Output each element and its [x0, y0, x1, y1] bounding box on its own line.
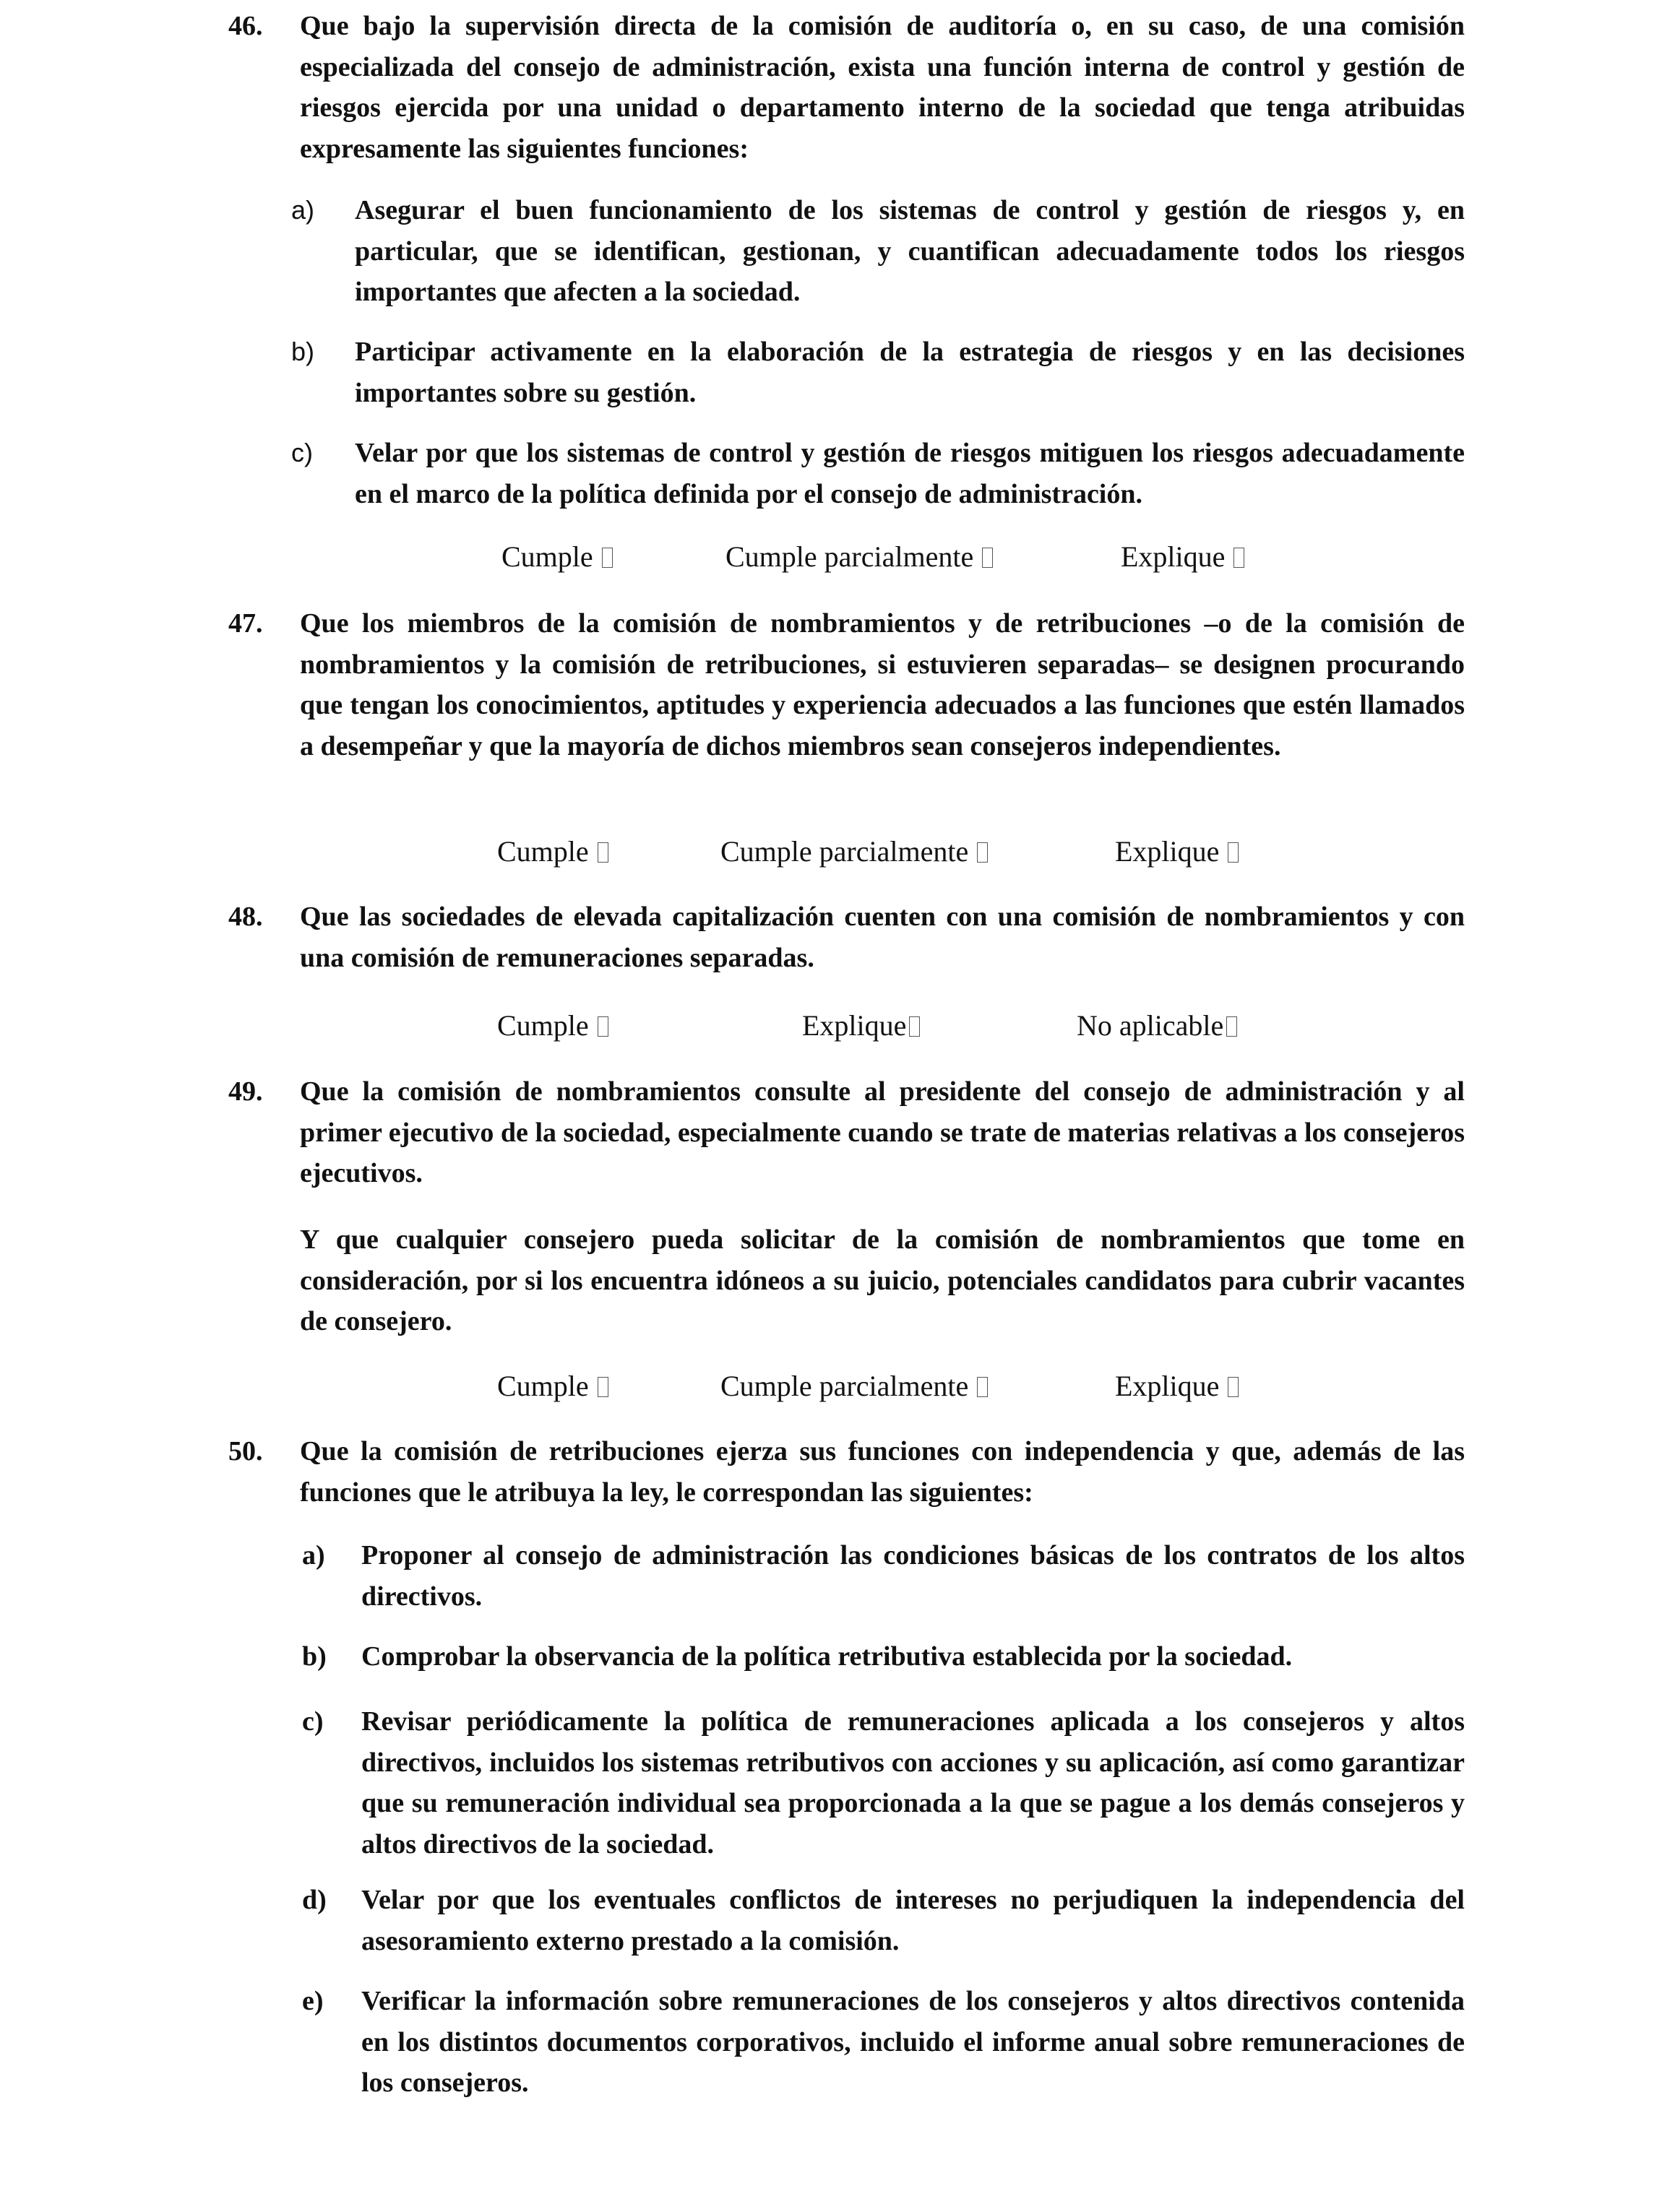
item-text: Asegurar el buen funcionamiento de los sistemas de control y gestión de riesgos y, en particular, que se identifican, gestionan, y cuantifican adecuadamente todos los riesgos importantes que afecten a la sociedad.: [355, 195, 1465, 307]
option-cumple[interactable]: [497, 1366, 608, 1407]
item-text: Velar por que los sistemas de control y gestión de riesgos mitiguen los riesgos adecuadamente en el marco de la política definida por el consejo de administración.: [355, 438, 1465, 509]
option-explique[interactable]: [1121, 537, 1244, 577]
recommendation-number: 50.: [228, 1436, 263, 1466]
option-label: Explique: [1115, 1370, 1220, 1402]
item-text: Velar por que los eventuales conflictos de intereses no perjudiquen la independencia del asesoramiento externo prestado a la comisión.: [361, 1885, 1465, 1956]
option-cumple[interactable]: [501, 537, 613, 577]
option-label: No aplicable: [1077, 1009, 1224, 1042]
item-label: a): [291, 195, 315, 225]
checkbox-icon[interactable]: [598, 1377, 608, 1397]
option-label: Cumple parcialmente: [725, 540, 974, 573]
checkbox-icon[interactable]: [1228, 1377, 1239, 1397]
option-cumple[interactable]: [497, 831, 608, 872]
recommendation-number: 47.: [228, 608, 263, 639]
item-label: b): [291, 337, 315, 366]
option-cumple-parcialmente[interactable]: [720, 1366, 988, 1407]
item-label: c): [291, 438, 313, 467]
option-label: Cumple: [497, 1370, 589, 1402]
option-label: Cumple parcialmente: [720, 1370, 969, 1402]
checkbox-icon[interactable]: [977, 1377, 988, 1397]
item-label: c): [302, 1706, 324, 1737]
checkbox-icon[interactable]: [598, 1016, 608, 1037]
item-label: e): [302, 1986, 324, 2016]
option-explique[interactable]: [802, 1006, 920, 1046]
recommendation-text: Que la comisión de retribuciones ejerza sus funciones con independencia y que, además de las funciones que le atribuya la ley, le correspondan las siguientes:: [300, 1436, 1465, 1508]
checkbox-icon[interactable]: [982, 548, 993, 568]
option-label: Cumple: [497, 1009, 589, 1042]
checkbox-icon[interactable]: [598, 842, 608, 863]
option-label: Explique: [1121, 540, 1226, 573]
recommendation-number: 49.: [228, 1076, 263, 1107]
option-explique[interactable]: [1115, 831, 1239, 872]
option-no-aplicable[interactable]: [1077, 1006, 1237, 1046]
item-label: d): [302, 1885, 327, 1915]
recommendation-text: Que bajo la supervisión directa de la comisión de auditoría o, en su caso, de una comisión especializada del consejo de administración, exista una función interna de control y gestión de riesgos ejercida por una unidad o departamento interno de la sociedad que tenga atribuidas expresamente las siguientes funciones:: [300, 11, 1465, 164]
recommendation-text: Que las sociedades de elevada capitalización cuenten con una comisión de nombramientos y con una comisión de remuneraciones separadas.: [300, 902, 1465, 973]
item-label: a): [302, 1540, 325, 1571]
option-label: Explique: [1115, 835, 1220, 868]
checkbox-icon[interactable]: [1233, 548, 1244, 568]
checkbox-icon[interactable]: [602, 548, 613, 568]
item-text: Participar activamente en la elaboración de la estrategia de riesgos y en las decisiones importantes sobre su gestión.: [355, 337, 1465, 408]
recommendation-text: Que los miembros de la comisión de nombramientos y de retribuciones –o de la comisión de nombramientos y la comisión de retribuciones, si estuvieren separadas– se designen procurando que tengan los conocimientos, aptitudes y experiencia adecuados a las funciones que estén llamados a desempeñar y que la mayoría de dichos miembros sean consejeros independientes.: [300, 608, 1465, 761]
option-cumple[interactable]: [497, 1006, 608, 1046]
recommendation-number: 46.: [228, 11, 263, 41]
checkbox-icon[interactable]: [1226, 1016, 1237, 1037]
option-label: Cumple: [501, 540, 593, 573]
checkbox-icon[interactable]: [909, 1016, 920, 1037]
checkbox-icon[interactable]: [1228, 842, 1239, 863]
option-label: Cumple: [497, 835, 589, 868]
recommendation-text: Que la comisión de nombramientos consulte al presidente del consejo de administración y al primer ejecutivo de la sociedad, especialmente cuando se trate de materias relativas a los consejeros ejecutivos.: [300, 1076, 1465, 1188]
item-text: Revisar periódicamente la política de remuneraciones aplicada a los consejeros y altos directivos, incluidos los sistemas retributivos con acciones y su aplicación, así como garantizar que su remuneración individual sea proporcionada a la que se pague a los demás consejeros y altos directivos de la sociedad.: [361, 1706, 1465, 1859]
recommendation-text-continued: Y que cualquier consejero pueda solicitar de la comisión de nombramientos que tome en consideración, por si los encuentra idóneos a su juicio, potenciales candidatos para cubrir vacantes de consejero.: [300, 1224, 1465, 1336]
checkbox-icon[interactable]: [977, 842, 988, 863]
option-label: Cumple parcialmente: [720, 835, 969, 868]
option-explique[interactable]: [1115, 1366, 1239, 1407]
option-cumple-parcialmente[interactable]: [725, 537, 993, 577]
item-text: Proponer al consejo de administración las condiciones básicas de los contratos de los altos directivos.: [361, 1540, 1465, 1612]
recommendation-number: 48.: [228, 902, 263, 932]
option-cumple-parcialmente[interactable]: [720, 831, 988, 872]
option-label: Explique: [802, 1009, 907, 1042]
item-text: Verificar la información sobre remuneraciones de los consejeros y altos directivos contenida en los distintos documentos corporativos, incluido el informe anual sobre remuneraciones de los consejeros.: [361, 1986, 1465, 2098]
item-label: b): [302, 1641, 327, 1672]
item-text: Comprobar la observancia de la política retributiva establecida por la sociedad.: [361, 1641, 1293, 1672]
